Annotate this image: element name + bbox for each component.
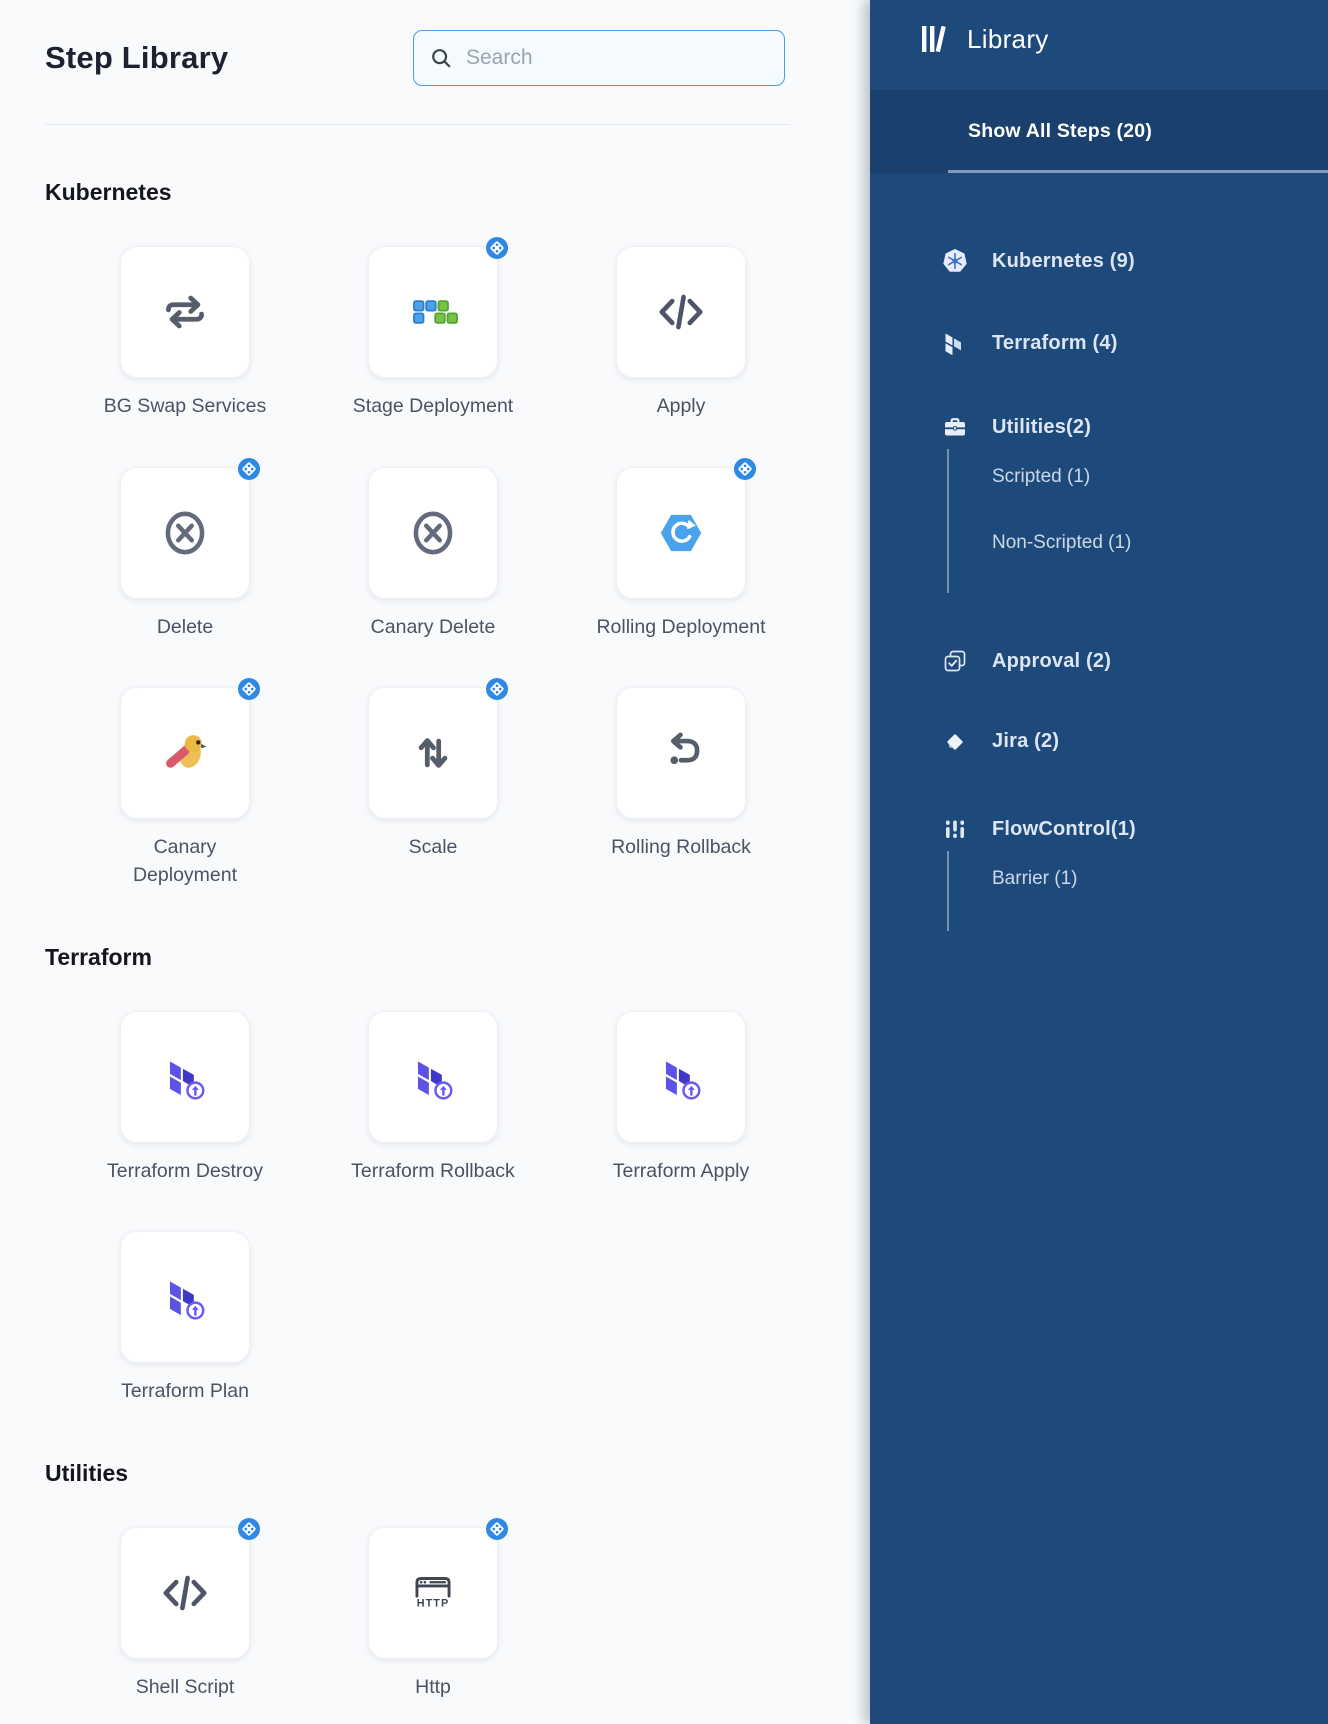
- template-badge-icon: [237, 457, 261, 481]
- step-cell: [61, 1011, 309, 1186]
- code-icon: [156, 1564, 214, 1622]
- sidebar-subitem-non-scripted[interactable]: Non-Scripted (1): [992, 532, 1132, 553]
- library-sidebar: [870, 0, 1328, 1724]
- template-badge-icon: [485, 236, 509, 260]
- step-card-bg-swap-services[interactable]: [120, 246, 250, 378]
- terraform-icon: [156, 1048, 214, 1106]
- step-cell: [309, 467, 557, 642]
- step-card-apply[interactable]: [616, 246, 746, 378]
- utilities-children: [947, 449, 1328, 593]
- delete-circle-icon: [404, 504, 462, 562]
- step-label: Scale: [408, 836, 458, 859]
- step-cell: [557, 246, 805, 421]
- section-title-terraform: Terraform: [45, 943, 152, 970]
- header-divider: [45, 124, 790, 125]
- step-library-header: [45, 30, 785, 86]
- step-cell: [557, 1011, 805, 1186]
- step-label: Stage Deployment: [352, 395, 514, 417]
- step-card-terraform-apply[interactable]: [616, 1011, 746, 1143]
- section-title-utilities: Utilities: [45, 1460, 129, 1487]
- code-icon: [652, 283, 710, 341]
- step-label: Rolling Rollback: [611, 836, 751, 859]
- terraform-icon: [404, 1048, 462, 1106]
- sidebar-item-label: Approval (2): [992, 649, 1112, 672]
- step-label: BG Swap Services: [103, 395, 267, 417]
- step-cell: [309, 1011, 557, 1186]
- step-card-terraform-destroy[interactable]: [120, 1011, 250, 1143]
- sidebar-item-terraform[interactable]: [870, 321, 1328, 365]
- search-input[interactable]: [464, 45, 768, 71]
- approval-icon: [942, 648, 968, 674]
- step-label: Canary Deployment: [132, 836, 238, 887]
- template-badge-icon: [485, 677, 509, 701]
- step-label: Terraform Destroy: [106, 1159, 264, 1182]
- step-card-http[interactable]: [368, 1527, 498, 1659]
- category-list: [870, 239, 1328, 931]
- step-card-rolling-deployment[interactable]: [616, 467, 746, 599]
- step-label: Terraform Apply: [612, 1159, 750, 1182]
- step-card-canary-deployment[interactable]: [120, 687, 250, 819]
- library-title: Library: [967, 23, 1049, 54]
- step-card-scale[interactable]: [368, 687, 498, 819]
- step-cell: [557, 467, 805, 642]
- step-card-stage-deployment[interactable]: [368, 246, 498, 378]
- search-icon: [430, 47, 452, 69]
- section-title-kubernetes: Kubernetes: [45, 179, 172, 205]
- step-card-terraform-rollback[interactable]: [368, 1011, 498, 1143]
- swap-arrows-icon: [156, 283, 214, 341]
- sidebar-subitem-barrier[interactable]: Barrier (1): [992, 868, 1078, 889]
- canary-bird-icon: [156, 724, 214, 782]
- step-label: Canary Delete: [370, 615, 496, 638]
- kubernetes-icon: [942, 248, 968, 274]
- sidebar-item-label: Kubernetes (9): [992, 249, 1135, 272]
- sidebar-item-kubernetes[interactable]: [870, 239, 1328, 283]
- http-window-icon: [404, 1564, 462, 1622]
- sidebar-subitem-scripted[interactable]: Scripted (1): [992, 466, 1091, 487]
- scale-arrows-icon: [404, 724, 462, 782]
- kubernetes-step-grid: [61, 246, 870, 890]
- step-cell: [309, 246, 557, 421]
- terraform-icon: [156, 1268, 214, 1326]
- sidebar-item-jira[interactable]: [870, 719, 1328, 763]
- jira-icon: [942, 728, 968, 754]
- sidebar-item-label: Utilities(2): [992, 415, 1092, 438]
- step-card-rolling-rollback[interactable]: [616, 687, 746, 819]
- step-cell: [557, 687, 805, 889]
- step-label: Rolling Deployment: [596, 615, 766, 638]
- sidebar-item-label: Terraform (4): [992, 331, 1118, 354]
- template-badge-icon: [237, 1517, 261, 1541]
- step-cell: [309, 687, 557, 889]
- terraform-step-grid: [61, 1011, 870, 1406]
- step-card-shell-script[interactable]: [120, 1527, 250, 1659]
- sidebar-item-approval[interactable]: [870, 639, 1328, 683]
- sidebar-item-utilities[interactable]: [870, 405, 1328, 449]
- template-badge-icon: [485, 1517, 509, 1541]
- template-badge-icon: [237, 677, 261, 701]
- step-cell: [61, 1527, 309, 1702]
- show-all-steps-tab[interactable]: [870, 90, 1328, 173]
- step-card-canary-delete[interactable]: [368, 467, 498, 599]
- sidebar-item-label: FlowControl(1): [992, 817, 1136, 840]
- show-all-underline: [948, 170, 1328, 173]
- rolling-refresh-icon: [652, 504, 710, 562]
- step-cell: [309, 1527, 557, 1702]
- step-label: Http: [415, 1676, 451, 1699]
- step-card-delete[interactable]: [120, 467, 250, 599]
- sidebar-item-label: Jira (2): [992, 729, 1060, 752]
- library-header: [870, 0, 1328, 63]
- delete-circle-icon: [156, 504, 214, 562]
- sidebar-item-flowcontrol[interactable]: [870, 807, 1328, 851]
- step-label: Shell Script: [135, 1676, 235, 1699]
- step-cell: [61, 1231, 309, 1406]
- flow-control-icon: [942, 816, 968, 842]
- flowcontrol-children: [947, 851, 1328, 931]
- step-label: Delete: [156, 615, 214, 638]
- step-cell: [61, 687, 309, 889]
- page-title: Step Library: [45, 40, 229, 75]
- library-icon: [918, 23, 950, 55]
- utilities-step-grid: [61, 1527, 870, 1702]
- step-cell: [61, 467, 309, 642]
- show-all-steps-label: Show All Steps (20): [968, 120, 1153, 142]
- rollback-arrow-icon: [652, 724, 710, 782]
- step-label: Apply: [656, 395, 706, 417]
- terraform-icon: [942, 330, 968, 356]
- briefcase-icon: [942, 414, 968, 440]
- terraform-icon: [652, 1048, 710, 1106]
- search-box[interactable]: [413, 30, 785, 86]
- deployment-squares-icon: [404, 283, 462, 341]
- step-label: Terraform Rollback: [351, 1159, 515, 1182]
- template-badge-icon: [733, 457, 757, 481]
- step-cell: [61, 246, 309, 421]
- step-label: Terraform Plan: [121, 1380, 249, 1403]
- step-card-terraform-plan[interactable]: [120, 1231, 250, 1363]
